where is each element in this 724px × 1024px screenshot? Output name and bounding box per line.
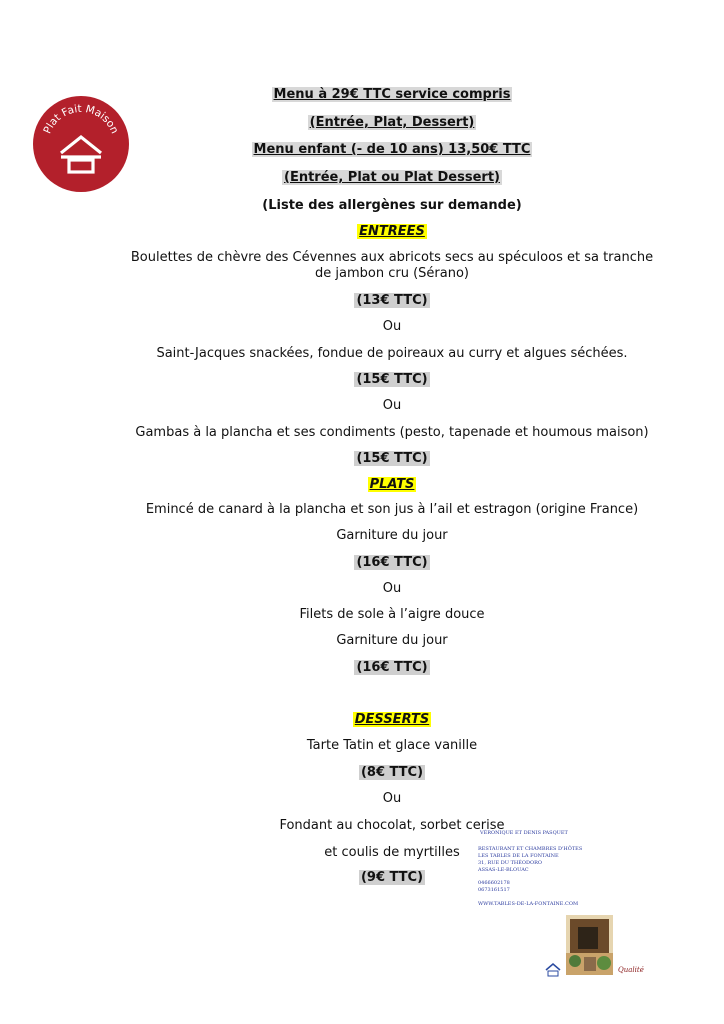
dessert-2-line2: et coulis de myrtilles (324, 845, 460, 860)
entree-1-line2: de jambon cru (Sérano) (315, 266, 469, 281)
child-menu-courses-line: (Entrée, Plat ou Plat Dessert) (284, 170, 500, 185)
dessert-2-line1: Fondant au chocolat, sorbet cerise (279, 818, 505, 833)
restaurant-photo (566, 915, 613, 975)
dessert-2-price: (9€ TTC) (360, 870, 424, 885)
entree-1-line1: Boulettes de chèvre des Cévennes aux abricots secs au spéculoos et sa tranche (130, 250, 654, 265)
plat-2-garnish: Garniture du jour (336, 633, 448, 648)
signature-business: RESTAURANT ET CHAMBRES D'HÔTES (478, 846, 583, 852)
or-separator: Ou (382, 319, 402, 334)
dessert-1: Tarte Tatin et glace vanille (306, 738, 478, 753)
signature-restaurant-name: LES TABLES DE LA FONTAINE (478, 853, 559, 859)
plat-2-price: (16€ TTC) (356, 660, 428, 675)
or-separator: Ou (382, 398, 402, 413)
menu-courses-line: (Entrée, Plat, Dessert) (309, 115, 475, 130)
allergens-note: (Liste des allergènes sur demande) (262, 198, 522, 213)
or-separator: Ou (382, 791, 402, 806)
logo-arc-text: Plat Fait Maison (41, 102, 121, 136)
signature-town: ASSAS-LE-BLOUAC (478, 867, 529, 873)
entree-2-price: (15€ TTC) (356, 372, 428, 387)
mini-logo (540, 960, 566, 978)
brand-mark: Qualité (618, 966, 644, 974)
section-title-plats: PLATS (369, 477, 415, 492)
plat-1-garnish: Garniture du jour (336, 528, 448, 543)
entree-2: Saint-Jacques snackées, fondue de poireaux au curry et algues séchées. (156, 346, 628, 361)
section-title-entrees: ENTREES (359, 224, 425, 239)
dessert-1-price: (8€ TTC) (360, 765, 424, 780)
plat-2: Filets de sole à l’aigre douce (299, 607, 485, 622)
entree-3: Gambas à la plancha et ses condiments (pesto, tapenade et houmous maison) (135, 425, 649, 440)
plat-1: Emincé de canard à la plancha et son jus à l’ail et estragon (origine France) (145, 502, 639, 517)
signature-phone-1: 0466602178 (478, 880, 510, 886)
child-menu-line: Menu enfant (- de 10 ans) 13,50€ TTC (253, 142, 531, 157)
signature-phone-2: 0673161517 (478, 887, 510, 893)
signature-street: 31, RUE DU THÉODORO (478, 860, 542, 866)
entree-3-price: (15€ TTC) (356, 451, 428, 466)
entree-1-price: (13€ TTC) (356, 293, 428, 308)
signature-website[interactable]: WWW.TABLES-DE-LA-FONTAINE.COM (478, 901, 579, 907)
or-separator: Ou (382, 581, 402, 596)
plat-1-price: (16€ TTC) (356, 555, 428, 570)
section-title-desserts: DESSERTS (354, 712, 430, 727)
signature-owners: VÉRONIQUE ET DENIS PASQUET (480, 830, 568, 836)
menu-price-line: Menu à 29€ TTC service compris (273, 87, 511, 102)
